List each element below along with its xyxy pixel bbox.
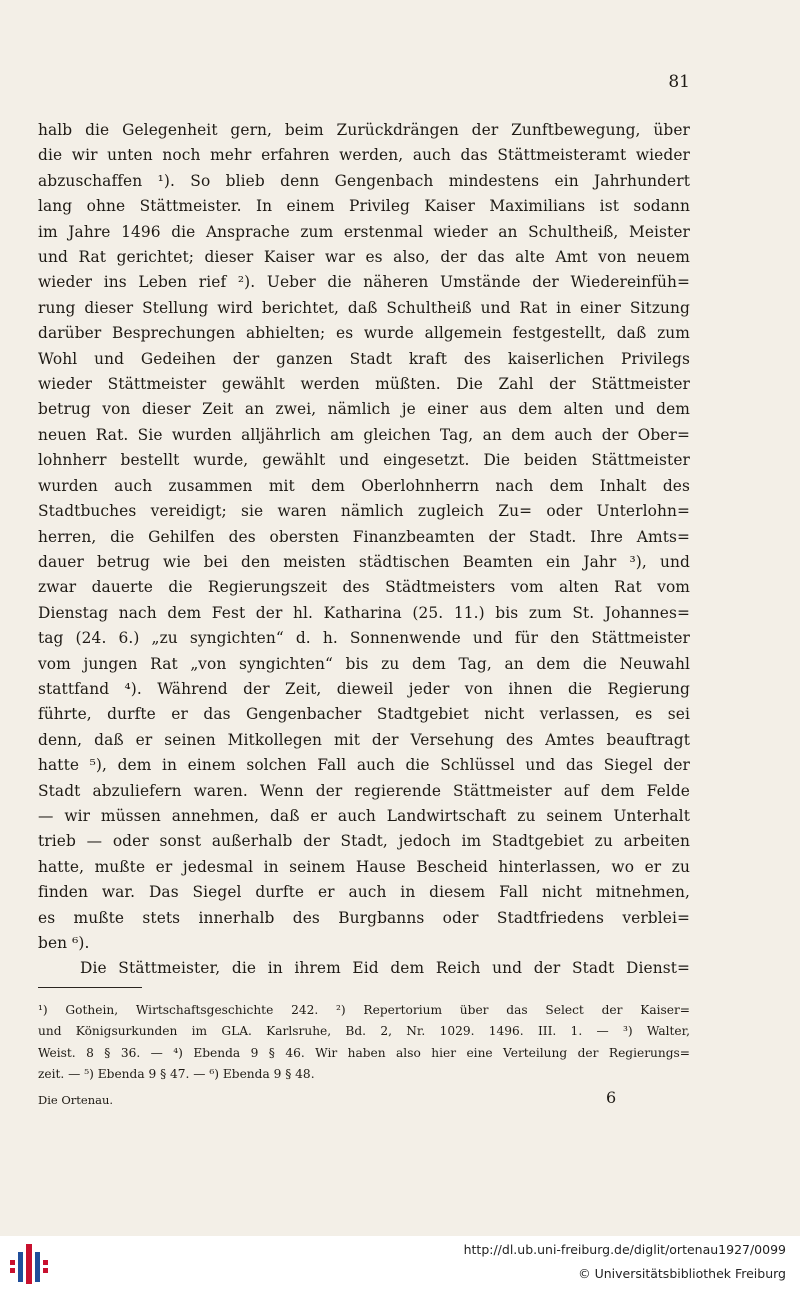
body-line: lohnherr bestellt wurde, gewählt und eingesetzt. Die beiden Stättmeister xyxy=(38,451,690,470)
body-line: wurden auch zusammen mit dem Oberlohnherrn nach dem Inhalt des xyxy=(38,476,690,495)
footnote-divider xyxy=(38,987,142,988)
body-line: neuen Rat. Sie wurden alljährlich am gleichen Tag, an dem auch der Ober= xyxy=(38,425,690,444)
copyright-notice: © Universitätsbibliothek Freiburg xyxy=(578,1266,786,1281)
body-line: Wohl und Gedeihen der ganzen Stadt kraft des kaiserlichen Privilegs xyxy=(38,349,690,368)
body-line: Die Stättmeister, die in ihrem Eid dem Reich und der Stadt Dienst= xyxy=(80,959,690,978)
footnote-line: zeit. — ⁵) Ebenda 9 § 47. — ⁶) Ebenda 9 § 48. xyxy=(38,1067,315,1082)
body-text xyxy=(38,118,690,982)
body-line: hatte ⁵), dem in einem solchen Fall auch die Schlüssel und das Siegel der xyxy=(38,756,690,775)
page-number: 81 xyxy=(668,72,690,92)
body-line: finden war. Das Siegel durfte er auch in diesem Fall nicht mitnehmen, xyxy=(38,883,690,902)
body-line: herren, die Gehilfen des obersten Finanzbeamten der Stadt. Ihre Amts= xyxy=(38,527,690,546)
body-line: halb die Gelegenheit gern, beim Zurückdrängen der Zunftbewegung, über xyxy=(38,121,690,139)
body-line: tag (24. 6.) „zu syngichten“ d. h. Sonnenwende und für den Stättmeister xyxy=(38,629,690,648)
body-line: wieder Stättmeister gewählt werden müßten. Die Zahl der Stättmeister xyxy=(38,375,690,394)
footnotes xyxy=(38,1000,690,1086)
body-line: abzuschaffen ¹). So blieb denn Gengenbach mindestens ein Jahrhundert xyxy=(38,171,690,190)
body-line: lang ohne Stättmeister. In einem Privileg Kaiser Maximilians ist sodann xyxy=(38,197,690,216)
footnote-line: Weist. 8 § 36. — ⁴) Ebenda 9 § 46. Wir haben also hier eine Verteilung der Regierungs= xyxy=(38,1045,690,1060)
body-line: Stadt abzuliefern waren. Wenn der regierende Stättmeister auf dem Felde xyxy=(38,781,690,800)
body-line: wieder ins Leben rief ²). Ueber die näheren Umstände der Wiedereinfüh= xyxy=(38,273,690,292)
bleed-through-text xyxy=(40,1106,700,1122)
body-line: Dienstag nach dem Fest der hl. Katharina (25. 11.) bis zum St. Johannes= xyxy=(38,603,690,622)
body-line: denn, daß er seinen Mitkollegen mit der Versehung des Amtes beauftragt xyxy=(38,730,690,749)
library-logo-icon xyxy=(8,1242,50,1286)
body-line: ben ⁶). xyxy=(38,934,90,952)
body-line: die wir unten noch mehr erfahren werden, auch das Stättmeisteramt wieder xyxy=(38,146,690,165)
body-line: und Rat gerichtet; dieser Kaiser war es also, der das alte Amt von neuem xyxy=(38,248,690,267)
footnote-line: ¹) Gothein, Wirtschaftsgeschichte 242. ²) Repertorium über das Select der Kaiser= xyxy=(38,1003,690,1017)
body-line: darüber Besprechungen abhielten; es wurde allgemein festgestellt, daß zum xyxy=(38,324,690,343)
body-line: Stadtbuches vereidigt; sie waren nämlich zugleich Zu= oder Unterlohn= xyxy=(38,502,690,521)
body-line: es mußte stets innerhalb des Burgbanns oder Stadtfriedens verblei= xyxy=(38,908,690,927)
source-url-link[interactable]: http://dl.ub.uni-freiburg.de/diglit/ortenau1927/0099 xyxy=(463,1242,786,1257)
viewer-footer xyxy=(0,1236,800,1291)
body-line: — wir müssen annehmen, daß er auch Landwirtschaft zu seinem Unterhalt xyxy=(38,806,690,825)
footnote-line: und Königsurkunden im GLA. Karlsruhe, Bd. 2, Nr. 1029. 1496. III. 1. — ³) Walter, xyxy=(38,1024,690,1039)
sheet-number: 6 xyxy=(606,1088,617,1107)
body-line: zwar dauerte die Regierungszeit des Städtmeisters vom alten Rat vom xyxy=(38,578,690,597)
body-line: betrug von dieser Zeit an zwei, nämlich je einer aus dem alten und dem xyxy=(38,400,690,419)
body-line: hatte, mußte er jedesmal in seinem Hause Bescheid hinterlassen, wo er zu xyxy=(38,857,690,876)
printer-signature: Die Ortenau. xyxy=(38,1093,114,1107)
body-line: dauer betrug wie bei den meisten städtischen Beamten ein Jahr ³), und xyxy=(38,552,690,571)
body-line: führte, durfte er das Gengenbacher Stadtgebiet nicht verlassen, es sei xyxy=(38,705,690,724)
body-line: trieb — oder sonst außerhalb der Stadt, jedoch im Stadtgebiet zu arbeiten xyxy=(38,832,690,851)
body-line: rung dieser Stellung wird berichtet, daß Schultheiß und Rat in einer Sitzung xyxy=(38,298,690,317)
body-line: vom jungen Rat „von syngichten“ bis zu dem Tag, an dem die Neuwahl xyxy=(38,654,690,673)
body-line: stattfand ⁴). Während der Zeit, dieweil jeder von ihnen die Regierung xyxy=(38,679,690,698)
body-line: im Jahre 1496 die Ansprache zum erstenmal wieder an Schultheiß, Meister xyxy=(38,222,690,241)
